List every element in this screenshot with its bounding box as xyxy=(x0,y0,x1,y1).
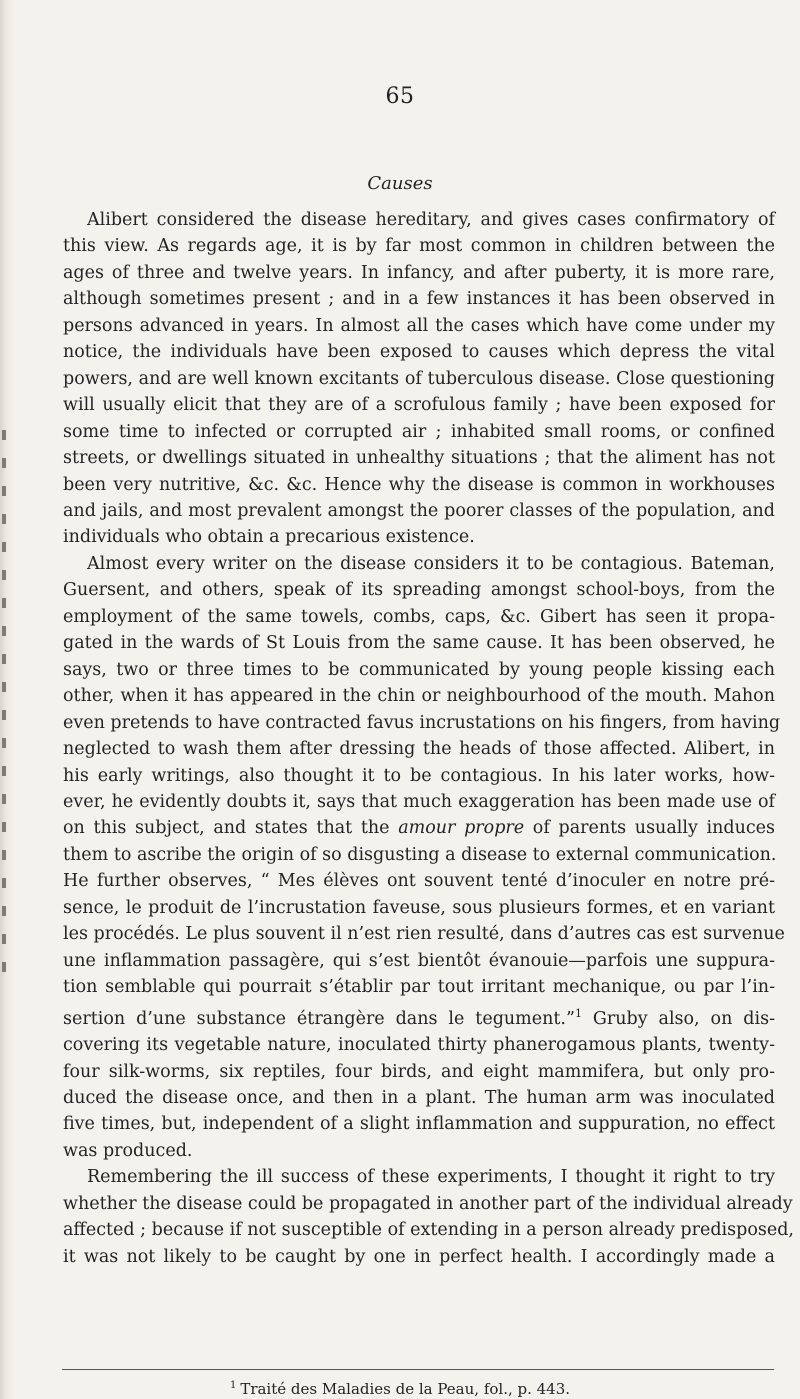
footnote xyxy=(0,1380,800,1398)
text-line-with-emphasis xyxy=(63,815,775,841)
body-text xyxy=(63,207,794,1270)
text-line: tion semblable qui pourrait s’établir par tout irritant mechanique, ou par l’in- xyxy=(63,977,775,998)
text-line: other, when it has appeared in the chin or neighbourhood of the mouth. Mahon xyxy=(63,686,775,707)
text-line: Guersent, and others, speak of its spreading amongst school-boys, from the xyxy=(63,580,775,601)
text-segment: of parents usually induces xyxy=(524,818,775,839)
page-number: 65 xyxy=(385,84,415,109)
text-line: Remembering the ill success of these experiments, I thought it right to try xyxy=(87,1167,775,1188)
section-heading: Causes xyxy=(367,173,433,194)
text-line: will usually elicit that they are of a scrofulous family ; have been exposed for xyxy=(63,395,775,416)
text-line: persons advanced in years. In almost all the cases which have come under my xyxy=(63,315,775,336)
text-line: Almost every writer on the disease considers it to be contagious. Bateman, xyxy=(87,553,775,574)
text-line: Alibert considered the disease hereditary, and gives cases confirmatory of xyxy=(87,210,775,230)
text-segment: sertion d’une substance étrangère dans le tegument.” xyxy=(63,1008,575,1029)
text-line: neglected to wash them after dressing the heads of those affected. Alibert, in xyxy=(63,739,775,760)
text-line: was produced. xyxy=(63,1140,193,1161)
gutter-marks xyxy=(2,430,6,990)
text-line: and jails, and most prevalent amongst the poorer classes of the population, and xyxy=(63,500,775,521)
text-line: even pretends to have contracted favus incrustations on his fingers, from having xyxy=(63,712,781,733)
text-line: some time to infected or corrupted air ; inhabited small rooms, or confined xyxy=(63,421,775,442)
text-line: duced the disease once, and then in a plant. The human arm was inoculated xyxy=(63,1087,775,1108)
footnote-divider xyxy=(62,1369,774,1370)
text-line: sence, le produit de l’incrustation faveuse, sous plusieurs formes, et en variant xyxy=(63,897,775,918)
text-segment: on this subject, and states that the xyxy=(63,818,399,839)
text-line: gated in the wards of St Louis from the same cause. It has been observed, he xyxy=(63,633,775,654)
text-line: les procédés. Le plus souvent il n’est rien resulté, dans d’autres cas est survenue xyxy=(63,924,785,945)
text-line: whether the disease could be propagated in another part of the individual already xyxy=(63,1193,793,1214)
text-line: says, two or three times to be communicated by young people kissing each xyxy=(63,659,775,680)
footnote-marker: 1 xyxy=(229,1380,237,1391)
paragraph-3 xyxy=(63,1164,794,1270)
text-segment: Gruby also, on dis- xyxy=(581,1008,775,1029)
emphasized-phrase: amour propre xyxy=(398,818,525,839)
text-line: He further observes, “ Mes élèves ont souvent tenté d’inoculer en notre pré- xyxy=(63,871,775,892)
text-line: affected ; because if not susceptible of extending in a person already predisposed, xyxy=(63,1220,794,1241)
text-line: employment of the same towels, combs, caps, &c. Gibert has seen it propa- xyxy=(63,606,775,627)
text-line: this view. As regards age, it is by far most common in children between the xyxy=(63,236,775,257)
text-line: it was not likely to be caught by one in perfect health. I accordingly made a xyxy=(63,1246,775,1267)
text-line: streets, or dwellings situated in unhealthy situations ; that the aliment has not xyxy=(63,448,775,469)
text-line: ever, he evidently doubts it, says that much exaggeration has been made use of xyxy=(63,791,775,812)
footnote-reference[interactable]: 1 xyxy=(574,1006,582,1020)
text-line: powers, and are well known excitants of tuberculous disease. Close questioning xyxy=(63,368,775,389)
text-line: ages of three and twelve years. In infancy, and after puberty, it is more rare, xyxy=(63,262,775,283)
text-line: although sometimes present ; and in a few instances it has been observed in xyxy=(63,289,775,310)
text-line: his early writings, also thought it to be contagious. In his later works, how- xyxy=(63,765,775,786)
text-line: une inflammation passagère, qui s’est bientôt évanouie—parfois une suppura- xyxy=(63,950,775,971)
paragraph-2 xyxy=(63,551,785,1164)
text-line: notice, the individuals have been exposed to causes which depress the vital xyxy=(63,342,775,363)
text-line: been very nutritive, &c. &c. Hence why the disease is common in workhouses xyxy=(63,474,775,495)
text-line: them to ascribe the origin of so disgusting a disease to external communication. xyxy=(63,844,777,865)
text-line-with-footnote xyxy=(63,1001,775,1032)
text-line: five times, but, independent of a slight inflammation and suppuration, no effect xyxy=(63,1114,775,1135)
footnote-text: Traité des Maladies de la Peau, fol., p. 443. xyxy=(240,1380,571,1398)
text-line: individuals who obtain a precarious existence. xyxy=(63,527,475,548)
text-line: four silk-worms, six reptiles, four birds, and eight mammifera, but only pro- xyxy=(63,1061,775,1082)
paragraph-1 xyxy=(63,207,775,551)
text-line: covering its vegetable nature, inoculated thirty phanerogamous plants, twenty- xyxy=(63,1035,775,1056)
